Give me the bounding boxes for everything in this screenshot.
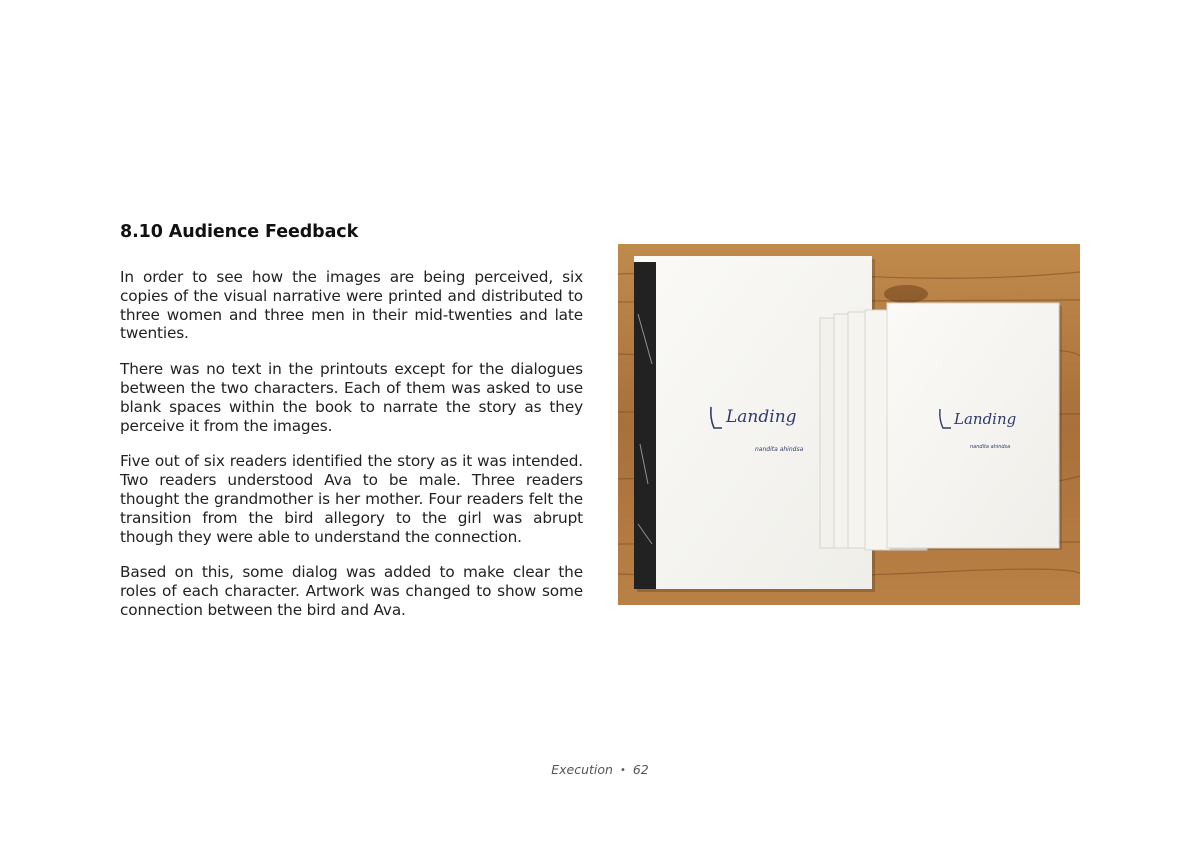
paragraph: Based on this, some dialog was added to make clear the roles of each character. Artwork was changed to show some connection between the bird and Ava. xyxy=(120,563,583,619)
booklet-title-small: Landing xyxy=(954,410,1017,428)
booklet-title-large: Landing xyxy=(726,407,797,427)
booklet-photo-illustration xyxy=(618,244,1080,605)
footer-section-name: Execution xyxy=(551,762,613,777)
booklet-author-large: nandita ahindsa xyxy=(755,446,804,453)
paragraph: In order to see how the images are being perceived, six copies of the visual narrative were printed and distributed to three women and three men in their mid-twenties and late twenties. xyxy=(120,268,583,343)
booklet-photo xyxy=(618,244,1080,605)
page-footer xyxy=(0,762,1200,777)
page-number: 62 xyxy=(632,762,649,777)
body-text xyxy=(120,268,583,637)
paragraph: Five out of six readers identified the story as it was intended. Two readers understood Ava to be male. Three readers thought the grandmother is her mother. Four readers felt the transition from the bird allegory to the girl was abrupt though they were able to understand the connection. xyxy=(120,452,583,546)
footer-separator: • xyxy=(619,765,626,776)
section-heading: 8.10 Audience Feedback xyxy=(120,222,359,242)
booklet-author-small: nandita ahindsa xyxy=(970,444,1011,450)
paragraph: There was no text in the printouts except for the dialogues between the two characters. Each of them was asked to use blank spaces within the book to narrate the story as they perceive it from the images. xyxy=(120,360,583,435)
